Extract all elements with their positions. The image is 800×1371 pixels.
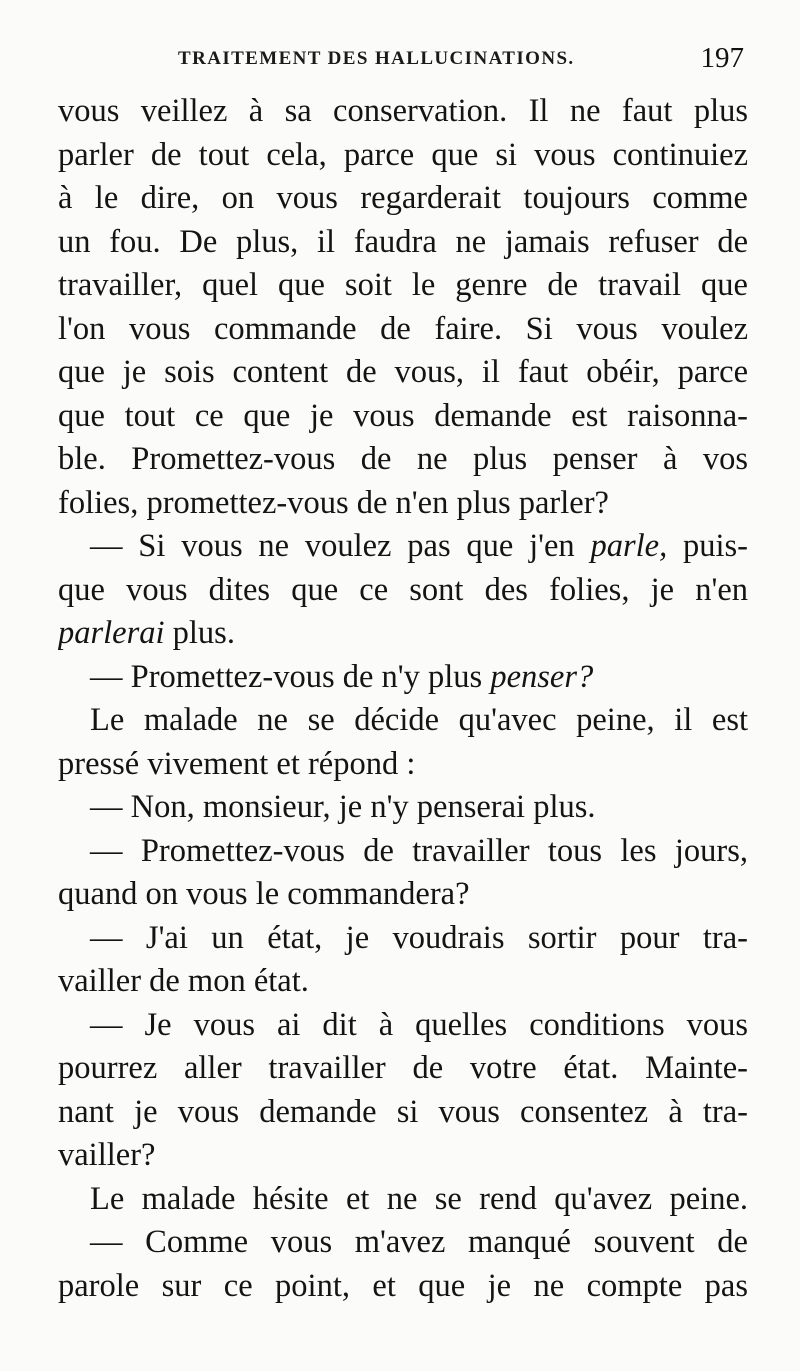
- line-text: pressé vivement et répond :: [58, 745, 416, 782]
- line-text: l'on vous commande de faire. Si vous voulez: [58, 310, 748, 347]
- text-line: [58, 90, 748, 134]
- text-line: [58, 786, 748, 830]
- line-text: pourrez aller travailler de votre état. Mainte-: [58, 1050, 748, 1086]
- text-line: [58, 960, 748, 1004]
- line-text: travailler, quel que soit le genre de travail que: [58, 267, 748, 303]
- text-line: [58, 351, 748, 395]
- text-line: [58, 221, 748, 265]
- text-line: [58, 177, 748, 221]
- line-text: parler de tout cela, parce que si vous continuiez: [58, 136, 748, 173]
- line-text: quand on vous le commandera?: [58, 876, 470, 912]
- line-text: un fou. De plus, il faudra ne jamais refuser de: [58, 223, 748, 260]
- line-text: — Si vous ne voulez pas que j'en: [90, 528, 591, 564]
- line-text-after: puis-: [667, 528, 748, 564]
- line-text: que je sois content de vous, il faut obéir, parce: [58, 354, 748, 390]
- text-line: [58, 264, 748, 308]
- line-text: nant je vous demande si vous consentez à tra-: [58, 1093, 748, 1130]
- text-line: [58, 569, 748, 613]
- text-line: [58, 1178, 748, 1222]
- line-text: — Comme vous m'avez manqué souvent de: [90, 1224, 748, 1260]
- text-line: [58, 1134, 748, 1178]
- text-line: [58, 873, 748, 917]
- text-line: [58, 1265, 748, 1309]
- line-italic-text: parlerai: [58, 615, 165, 651]
- line-text: — Promettez-vous de travailler tous les jours,: [90, 832, 748, 869]
- line-text: Le malade hésite et ne se rend qu'avez peine.: [90, 1180, 748, 1217]
- text-line: [58, 134, 748, 178]
- text-line: [58, 1091, 748, 1135]
- line-text: — J'ai un état, je voudrais sortir pour tra-: [90, 919, 748, 956]
- line-italic-text: penser?: [490, 658, 594, 695]
- line-text-after: plus.: [164, 615, 235, 651]
- line-text: vailler?: [58, 1137, 156, 1173]
- text-line: [58, 830, 748, 874]
- text-line: [58, 917, 748, 961]
- page-number: 197: [700, 42, 744, 74]
- line-text: — Promettez-vous de n'y plus: [90, 658, 491, 695]
- line-italic-text: parle,: [590, 528, 668, 564]
- text-line: [58, 525, 748, 569]
- running-title: TRAITEMENT DES HALLUCINATIONS.: [178, 48, 575, 69]
- text-line: [58, 612, 748, 656]
- line-text: parole sur ce point, et que je ne compte pas: [58, 1267, 748, 1304]
- text-line: [58, 1047, 748, 1091]
- line-text: à le dire, on vous regarderait toujours comme: [58, 180, 748, 216]
- text-line: [58, 1004, 748, 1048]
- line-text: que tout ce que je vous demande est raisonna-: [58, 397, 748, 434]
- text-line: [58, 395, 748, 439]
- text-line: [58, 438, 748, 482]
- text-line: [58, 1221, 748, 1265]
- running-head: [58, 42, 744, 76]
- line-text: — Je vous ai dit à quelles conditions vous: [90, 1006, 748, 1043]
- line-text: — Non, monsieur, je n'y penserai plus.: [90, 789, 596, 825]
- line-text: Le malade ne se décide qu'avec peine, il est: [90, 702, 748, 738]
- line-text: vailler de mon état.: [58, 963, 309, 999]
- text-line: [58, 308, 748, 352]
- body-text: [58, 90, 748, 1308]
- line-text: vous veillez à sa conservation. Il ne faut plus: [58, 93, 748, 129]
- text-line: [58, 656, 748, 700]
- text-line: [58, 482, 748, 526]
- text-line: [58, 699, 748, 743]
- line-text: que vous dites que ce sont des folies, je n'en: [58, 571, 748, 608]
- text-line: [58, 743, 748, 787]
- line-text: ble. Promettez-vous de ne plus penser à vos: [58, 441, 748, 477]
- line-text: folies, promettez-vous de n'en plus parler?: [58, 484, 609, 521]
